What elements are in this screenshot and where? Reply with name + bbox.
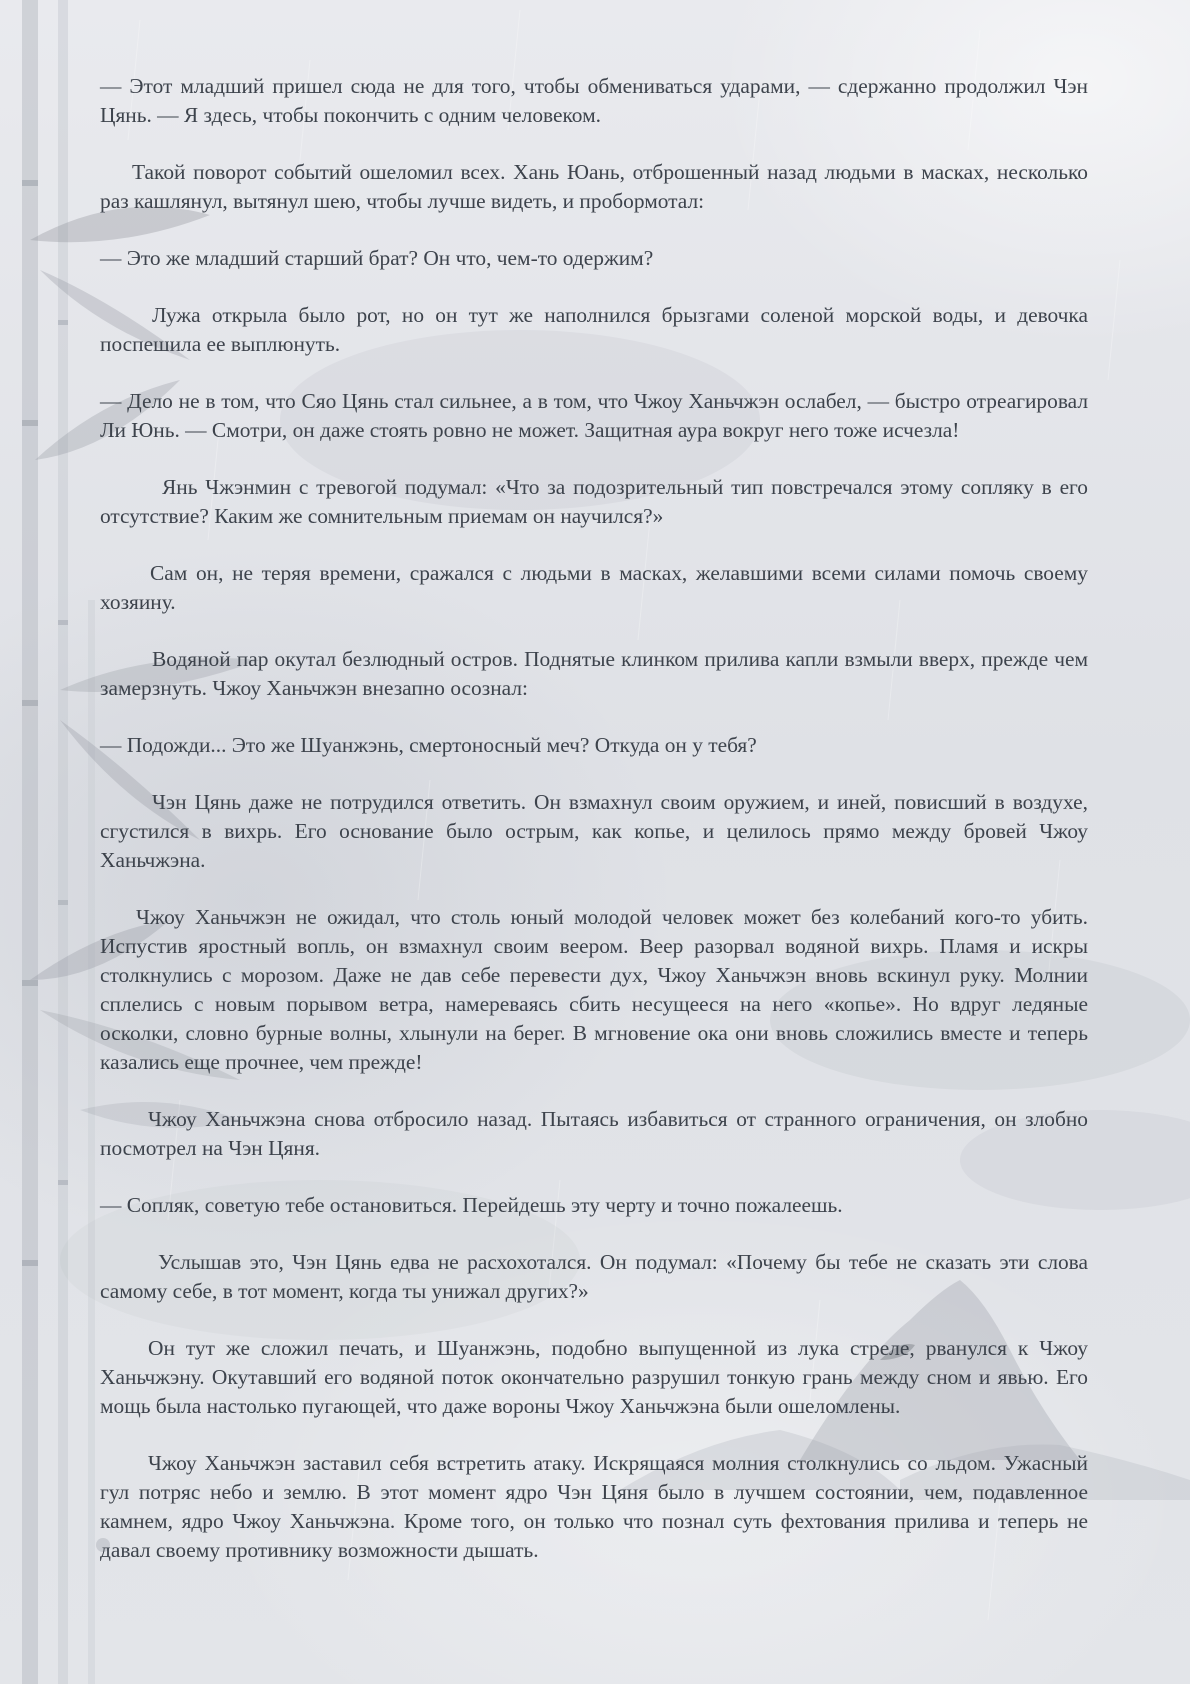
- paragraph: Чжоу Ханьчжэна снова отбросило назад. Пытаясь избавиться от странного ограничения, он злобно посмотрел на Чэн Цяня.: [100, 1107, 1088, 1160]
- paragraph: — Этот младший пришел сюда не для того, чтобы обмениваться ударами, — сдержанно продолжил Чэн Цянь. — Я здесь, чтобы покончить с одним человеком.: [100, 74, 1088, 127]
- paragraph: Чэн Цянь даже не потрудился ответить. Он взмахнул своим оружием, и иней, повисший в воздухе, сгустился в вихрь. Его основание было острым, как копье, и целилось прямо между бровей Чжоу Ханьчжэна.: [100, 790, 1088, 872]
- paragraph: Услышав это, Чэн Цянь едва не расхохотался. Он подумал: «Почему бы тебе не сказать эти слова самому себе, в тот момент, когда ты унижал других?»: [100, 1250, 1088, 1303]
- bamboo-stalks: [22, 0, 95, 1684]
- paragraph: Чжоу Ханьчжэн не ожидал, что столь юный молодой человек может без колебаний кого-то убить. Испустив яростный вопль, он взмахнул своим веером. Веер разорвал водяной вихрь. Пламя и искры столкнулись с морозом. Даже не дав себе перевести дух, Чжоу Ханьчжэн вновь вскинул руку. Молнии сплелись с новым порывом ветра, намереваясь сбить несущееся на него «копье». Но вдруг ледяные осколки, словно бурные волны, хлынули на берег. В мгновение ока они вновь сложились вместе и теперь казались еще прочнее, чем прежде!: [100, 905, 1088, 1074]
- paragraph: Такой поворот событий ошеломил всех. Хань Юань, отброшенный назад людьми в масках, несколько раз кашлянул, вытянул шею, чтобы лучше видеть, и пробормотал:: [100, 160, 1088, 213]
- paragraph: Водяной пар окутал безлюдный остров. Поднятые клинком прилива капли взмыли вверх, прежде чем замерзнуть. Чжоу Ханьчжэн внезапно осознал:: [100, 647, 1088, 700]
- paragraph: — Это же младший старший брат? Он что, чем-то одержим?: [100, 246, 654, 270]
- paragraph: Лужа открыла было рот, но он тут же наполнился брызгами соленой морской воды, и девочка поспешила ее выплюнуть.: [100, 303, 1088, 356]
- paragraph: — Сопляк, советую тебе остановиться. Перейдешь эту черту и точно пожалеешь.: [100, 1193, 843, 1217]
- paragraph: Чжоу Ханьчжэн заставил себя встретить атаку. Искрящаяся молния столкнулись со льдом. Ужасный гул потряс небо и землю. В этот момент ядро Чэн Цяня было в лучшем состоянии, чем, подавленное камнем, ядро Чжоу Ханьчжэна. Кроме того, он только что познал суть фехтования прилива и теперь не давал своему противнику возможности дышать.: [100, 1451, 1088, 1562]
- body-text: [100, 72, 1088, 1593]
- paragraph: Янь Чжэнмин с тревогой подумал: «Что за подозрительный тип повстречался этому сопляку в его отсутствие? Каким же сомнительным приемам он научился?»: [100, 475, 1088, 528]
- paragraph: Сам он, не теряя времени, сражался с людьми в масках, желавшими всеми силами помочь своему хозяину.: [100, 561, 1088, 614]
- paragraph: — Подожди... Это же Шуанжэнь, смертоносный меч? Откуда он у тебя?: [100, 733, 757, 757]
- paragraph: — Дело не в том, что Сяо Цянь стал сильнее, а в том, что Чжоу Ханьчжэн ослабел, — быстро отреагировал Ли Юнь. — Смотри, он даже стоять ровно не может. Защитная аура вокруг него тоже исчезла!: [100, 389, 1088, 442]
- paragraph: Он тут же сложил печать, и Шуанжэнь, подобно выпущенной из лука стреле, рванулся к Чжоу Ханьчжэну. Окутавший его водяной поток окончательно разрушил тонкую грань между сном и явью. Его мощь была настолько пугающей, что даже вороны Чжоу Ханьчжэна были ошеломлены.: [100, 1336, 1088, 1418]
